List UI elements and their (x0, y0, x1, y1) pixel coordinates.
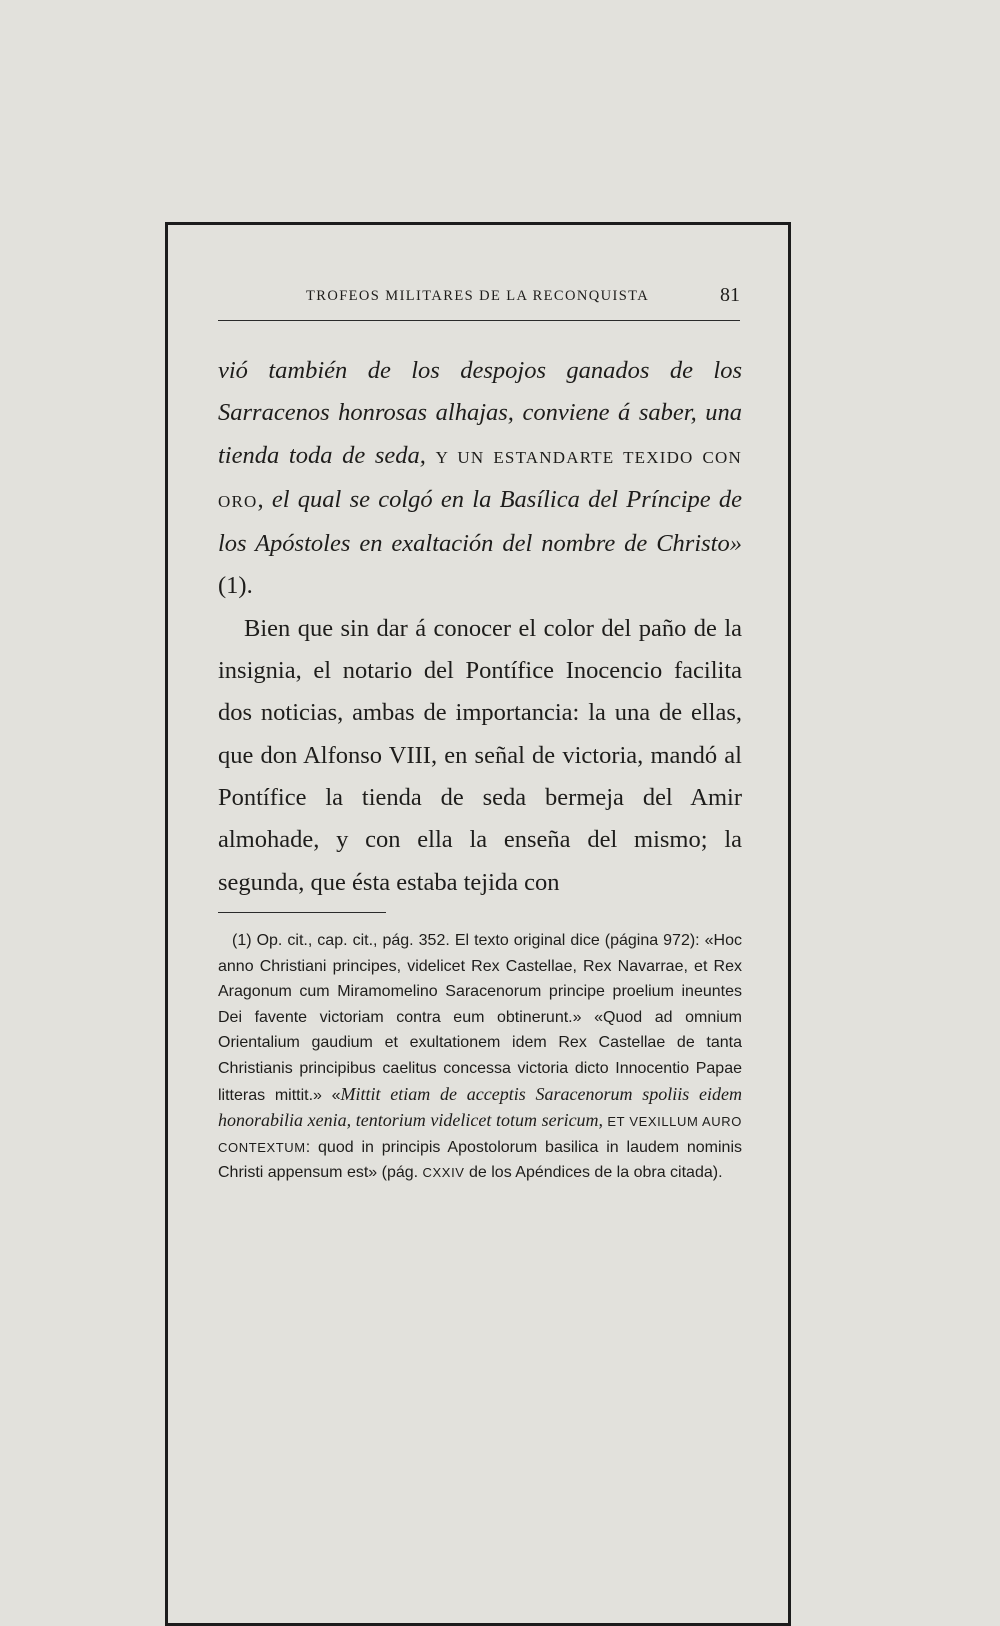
running-head: TROFEOS MILITARES DE LA RECONQUISTA (306, 288, 650, 304)
small-caps-text: CXXIV (422, 1165, 465, 1181)
text: de los Apéndices de la obra citada). (464, 1164, 723, 1182)
footnote-1 (218, 928, 742, 1186)
italic-text: el qual se colgó en la Basílica del Príncipe de los Apóstoles en exaltación del nombre de Christo» (218, 485, 742, 558)
page-number: 81 (720, 284, 740, 306)
small-caps-text: Y UN ESTANDARTE TEXIDO CON ORO (218, 447, 742, 511)
italic-text: vió también de los despojos ganados de los Sarracenos honrosas alhajas, conviene á saber, una tienda toda de seda, (218, 357, 742, 469)
footnote-rule (218, 912, 386, 913)
paragraph-1 (218, 350, 742, 608)
small-caps-text: ET VEXILLUM AURO CONTEXTUM (218, 1114, 742, 1155)
header-rule (218, 320, 740, 321)
text: (1) Op. cit., cap. cit., pág. 352. El texto original dice (página 972): «Hoc anno Christiani principes, videlicet Rex Castellae, Rex Navarrae, et Rex Aragonum cum Miramomelino Saracenorum principe proelium ineuntes Dei favente victoriam contra eum obtinerunt.» «Quod ad omnium Orientalium gaudium et exultationem idem Rex Castellae de tanta Christianis principibus caelitus concessa victoria dicto Innocentio Papae litteras mittit.» « (218, 932, 742, 1104)
page-header (218, 282, 740, 312)
body-text (218, 350, 742, 904)
italic-text: Mittit etiam de acceptis Saracenorum spoliis eidem honorabilia xenia, tentorium videlicet totum sericum, (218, 1083, 743, 1131)
paragraph-2: Bien que sin dar á conocer el color del paño de la insignia, el notario del Pontífice Inocencio facilita dos noticias, ambas de importancia: la una de ellas, que don Alfonso VIII, en señal de victoria, mandó al Pontífice la tienda de seda bermeja del Amir almohade, y con ella la enseña del mismo; la segunda, que ésta estaba tejida con (218, 614, 742, 896)
footnote-ref: (1). (218, 572, 253, 600)
text: , (257, 485, 272, 513)
text: : quod in principis Apostolorum basilica in laudem nominis Christi appensum est» (pág. (218, 1138, 742, 1182)
footnote (218, 928, 742, 1186)
